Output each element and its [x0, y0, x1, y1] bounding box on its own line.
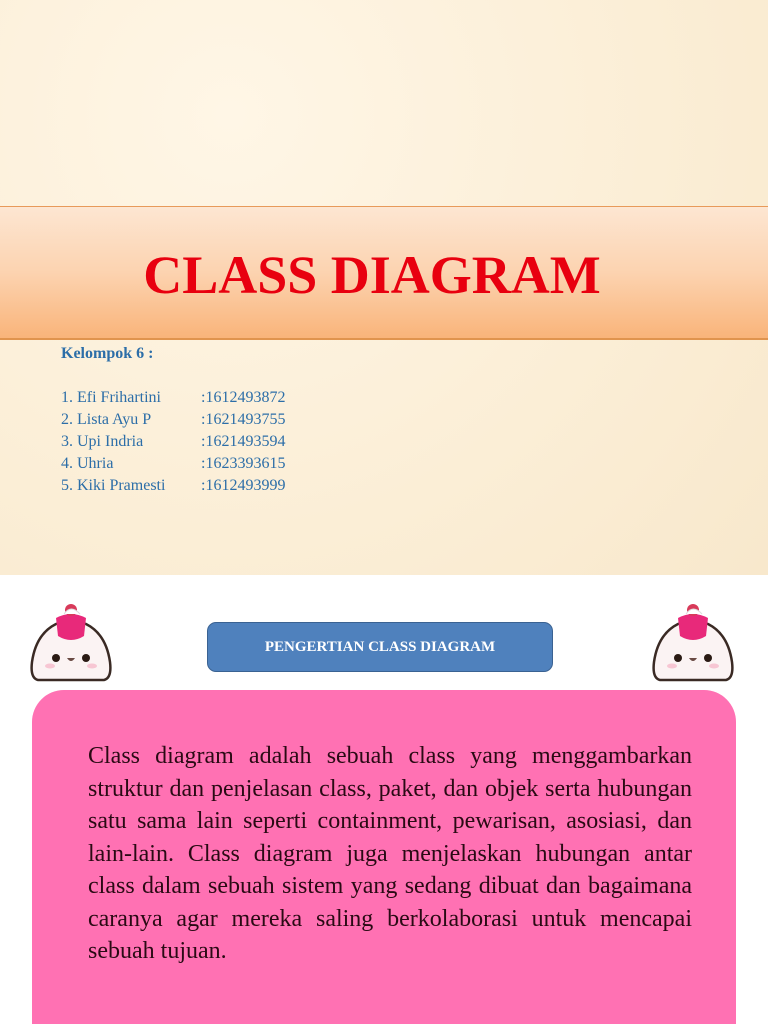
member-id: :1621493755 [201, 411, 286, 428]
section-heading-button: PENGERTIAN CLASS DIAGRAM [207, 622, 553, 672]
rice-ball-mascot-icon [648, 592, 738, 692]
member-name: 1. Efi Frihartini [61, 389, 161, 406]
member-row [61, 409, 285, 431]
member-row [61, 431, 285, 453]
rice-ball-mascot-icon [26, 592, 116, 692]
member-id: :1623393615 [201, 455, 286, 472]
group-heading: Kelompok 6 : [61, 345, 154, 362]
definition-paragraph: Class diagram adalah sebuah class yang menggambarkan struktur dan penjelasan class, paket, dan objek serta hubungan satu sama lain seperti containment, pewarisan, asosiasi, dan lain-lain. Class diagram juga menjelaskan hubungan antar class dalam sebuah sistem yang sedang dibuat dan bagaimana caranya agar mereka saling berkolaborasi untuk mencapai sebuah tujuan. [88, 743, 692, 964]
member-row [61, 475, 285, 497]
member-id: :1612493872 [201, 389, 286, 406]
member-name: 2. Lista Ayu P [61, 411, 152, 428]
page-title: CLASS DIAGRAM [143, 245, 601, 305]
member-row [61, 453, 285, 475]
member-id: :1612493999 [201, 477, 286, 494]
group-members [61, 343, 285, 497]
member-id: :1621493594 [201, 433, 286, 450]
member-name: 5. Kiki Pramesti [61, 477, 166, 494]
member-name: 3. Upi Indria [61, 433, 144, 450]
member-row [61, 387, 285, 409]
member-name: 4. Uhria [61, 455, 114, 472]
